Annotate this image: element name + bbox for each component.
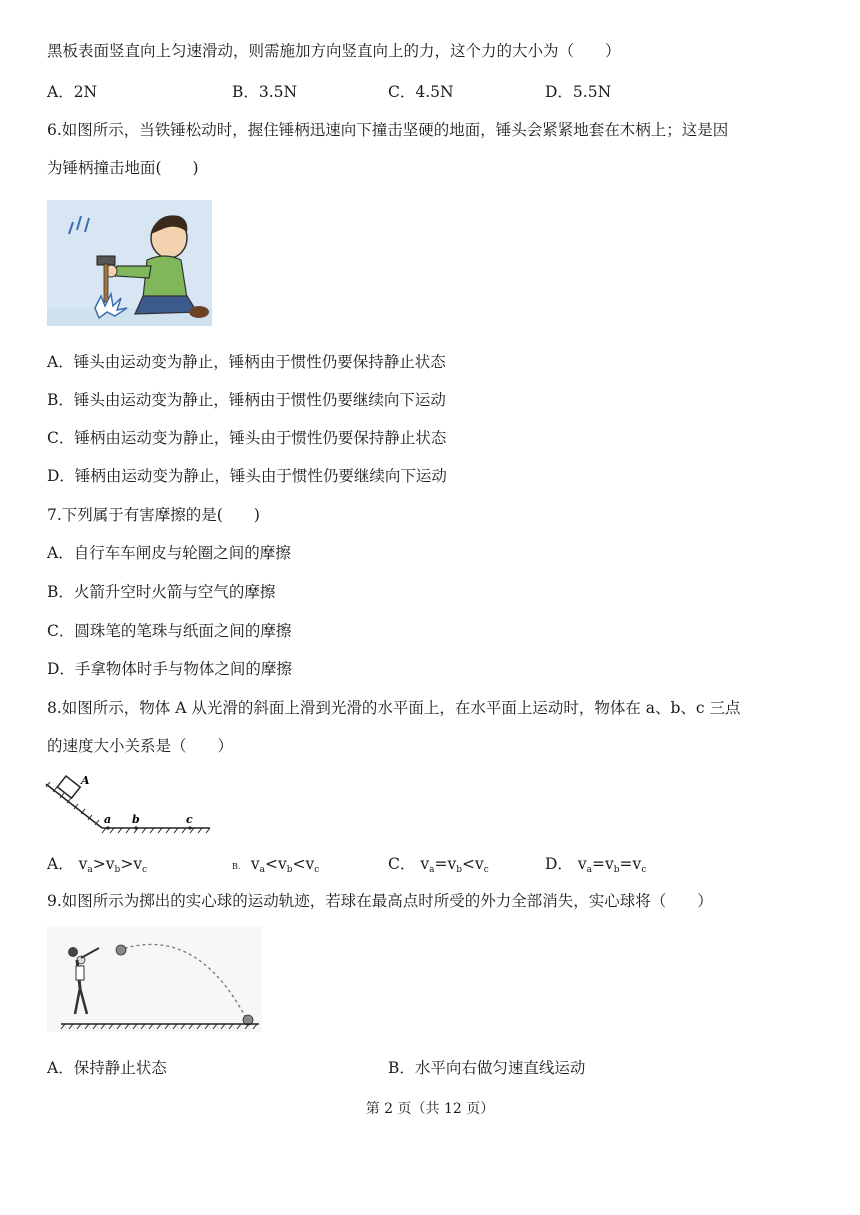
q7-stem: 7.下列属于有害摩擦的是( ): [47, 506, 260, 524]
q6-stem-line1: 6.如图所示，当铁锤松动时，握住锤柄迅速向下撞击坚硬的地面，锤头会紧紧地套在木柄上；这是因: [47, 121, 729, 139]
q5-option-b: B．3.5N: [232, 83, 298, 101]
q5-option-d: D．5.5N: [545, 83, 612, 101]
q8-option-d: D． $v_a=v_b=v_c$: [545, 855, 647, 875]
q8-option-c: C． $v_a=v_b<v_c$: [388, 855, 489, 875]
q5-option-a: A．2N: [47, 83, 98, 101]
q7-option-c: C．圆珠笔的笔珠与纸面之间的摩擦: [47, 622, 292, 640]
page-footer: 第 2 页（共 12 页）: [365, 1101, 495, 1117]
incline-block-figure: [44, 772, 214, 834]
q9-option-b: B．水平向右做匀速直线运动: [388, 1059, 586, 1077]
q7-option-a: A．自行车车闸皮与轮圈之间的摩擦: [47, 544, 291, 562]
shot-put-trajectory-figure: [47, 926, 262, 1032]
q6-option-c: C．锤柄由运动变为静止，锤头由于惯性仍要保持静止状态: [47, 429, 447, 447]
point-b-label: b: [132, 813, 140, 826]
q6-option-b: B．锤头由运动变为静止，锤柄由于惯性仍要继续向下运动: [47, 391, 446, 409]
q5-stem-tail: 黑板表面竖直向上匀速滑动，则需施加方向竖直向上的力，这个力的大小为（ ）: [47, 42, 621, 60]
q7-option-b: B．火箭升空时火箭与空气的摩擦: [47, 583, 276, 601]
q8-option-b: B． $v_a<v_b<v_c$: [232, 855, 320, 875]
q8-stem-line2: 的速度大小关系是（ ）: [47, 737, 234, 755]
point-c-label: c: [186, 813, 193, 826]
q5-option-c: C．4.5N: [388, 83, 454, 101]
q9-option-a: A．保持静止状态: [47, 1059, 167, 1077]
block-label: A: [81, 774, 90, 787]
point-a-label: a: [104, 813, 112, 826]
q6-option-a: A．锤头由运动变为静止，锤柄由于惯性仍要保持静止状态: [47, 353, 446, 371]
hammer-man-illustration: [47, 200, 212, 326]
q8-option-a: A． $v_a>v_b>v_c$: [47, 855, 148, 875]
q9-stem: 9.如图所示为掷出的实心球的运动轨迹，若球在最高点时所受的外力全部消失，实心球将（ ）: [47, 892, 713, 910]
q8-stem-line1: 8.如图所示，物体 A 从光滑的斜面上滑到光滑的水平面上，在水平面上运动时，物体在 a、b、c 三点: [47, 699, 741, 717]
q6-option-d: D．锤柄由运动变为静止，锤头由于惯性仍要继续向下运动: [47, 467, 447, 485]
q7-option-d: D．手拿物体时手与物体之间的摩擦: [47, 660, 292, 678]
q6-stem-line2: 为锤柄撞击地面( ): [47, 159, 199, 177]
